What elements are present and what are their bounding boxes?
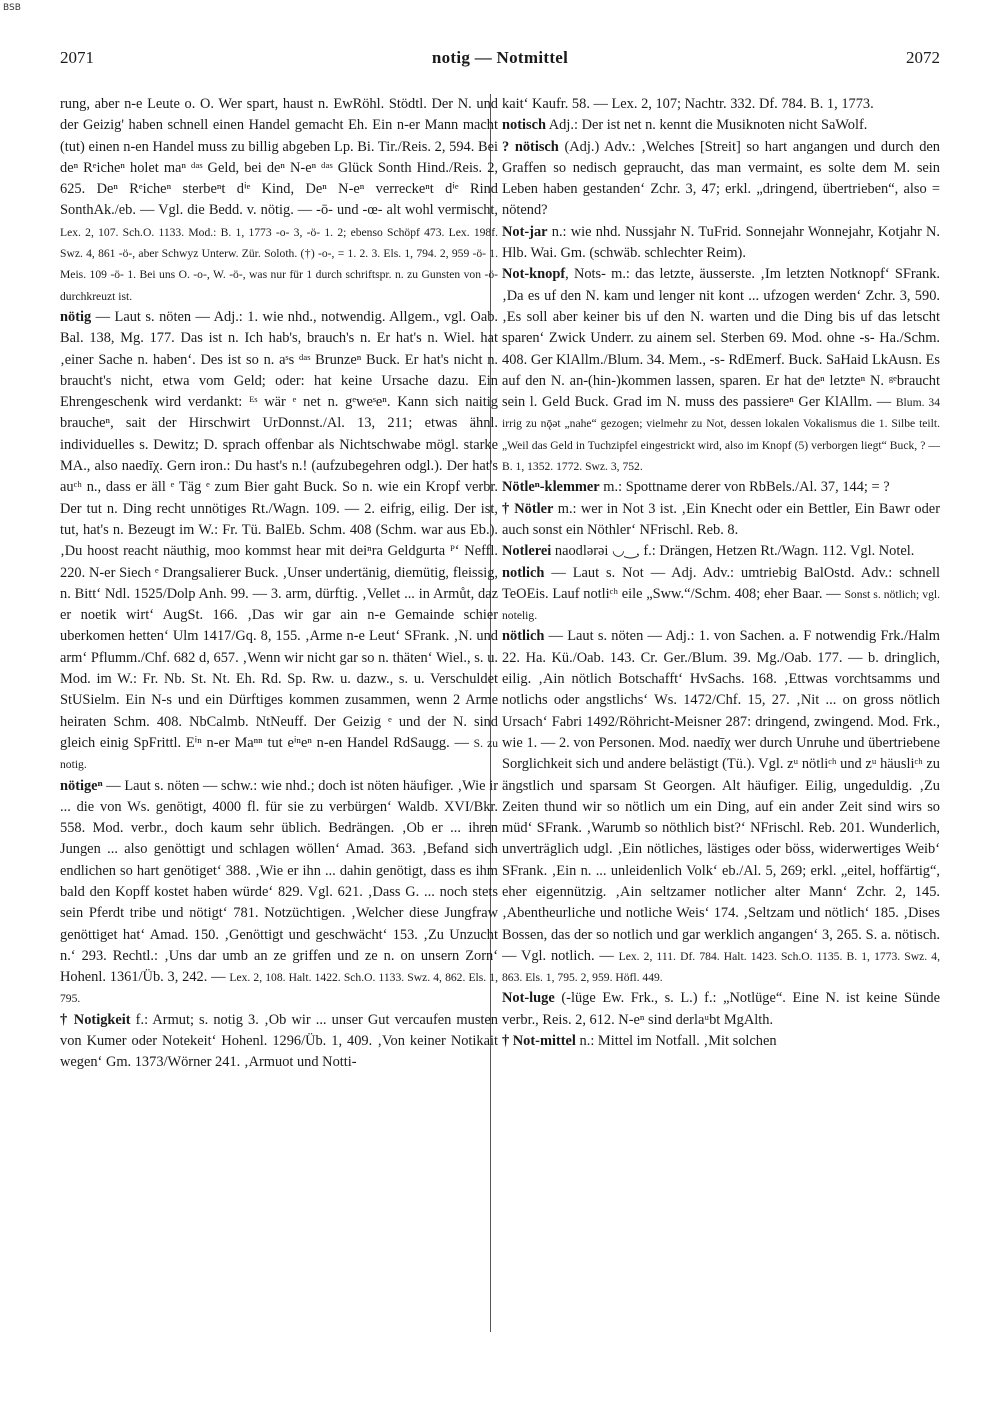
dictionary-entry: [502, 477, 940, 498]
entry-text: m.: Spottname derer von RbBels./Al. 37, 144; = ?: [599, 479, 890, 496]
entry-text: (-lüge Ew. Frk., s. L.) f.: „Notlüge“. Eine N. ist keine Sünde verbr., Reis. 2, 612. N-eⁿ sind derlaᵘbt MgAlth.: [502, 990, 940, 1028]
dictionary-entry: [502, 988, 940, 1031]
entry-text: — Laut s. Not — Adj. Adv.: umtriebig BalOstd. Adv.: schnell TeOEis. Lauf notliᶜʰ eile „Sww.“/Schm. 408; eher Baar. —: [502, 564, 940, 602]
dictionary-entry: [502, 222, 940, 265]
dictionary-entry: [502, 1031, 940, 1052]
entry-text: — Laut s. nöten — Adj.: 1. wie nhd., notwendig. Allgem., vgl. Oab. Bal. 138, Mg. 177. Das ist n. Ich hab's, brauch's n. Er hat's n. Wiel. hat ‚einer Sache n. haben‘. Des ist so n. aˢs ᵈᵃˢ Brunzeⁿ Buck. Er hat's nicht n. braucht's nicht, etwa vom Geld; oder: hat keine Ursache dazu. Ein Ehrengeschenk wird verdankt: ᴱˢ wär ᵉ net n. gᵉweˢeⁿ. Kann sich naitig braucheⁿ, sait der Hirschwirt UrDonnst./Al. 13, 211; etwas ähnl. individuelles s. Dewitz; D. sprach offenbar als Nichtschwabe mögl. starke MA., also naedīχ. Gern iron.: Du hast's n.! (aufzubegehren odgl.). Der hat's auᶜʰ n., dass er äll ᵉ Täg ᵉ zum Bier gaht Buck. So n. wie ein Kropf verbr. Der tut n. Ding recht unnötiges Rt./Wagn. 109. — 2. eifrig, eilig. Der ist, tut, hat's n. Bezeugt im W.: Fr. Tü. BalEb. Schm. 408 (Schm. war aus Eb.). ‚Du hoost reacht näuthig, moo kommst hear mit deiⁿra Geldgurta ᴾ‘ Neffl. 220. N-er Siech ᵉ Drangsalierer Buck. ‚Unser undertänig, diemütig, fleissig, n. Bitt‘ Ndl. 1525/Dolp Anh. 99. — 3. arm, dürftig. ‚Vellet ... in Armůt, daz er noetik wirt‘ AugSt. 166. ‚Das wir gar ain n-e Gemainde schier uberkomen hetten‘ Ulm 1417/Gq. 8, 155. ‚Arme n-e Leut‘ SFrank. ‚N. und arm‘ Pflumm./Chf. 682 d, 657. ‚Wenn wir nicht gar so n. thäten‘ Wiel., s. u. Mod. im W.: Fr. Nb. St. Nt. Eh. Rd. Sp. Rw. u. dazw., s. u. Verschuldet StUSielm. Ein N-s und ein Dürftiges kommen zusammen, wenn 2 Arme heiraten Schm. 408. NbCalmb. NtNeuff. Der Geizig ᵉ und der N. sind gleich einig SpFrittl. Eⁱⁿ n-er Maⁿⁿ tut eⁱⁿeⁿ n-en Handel RdSaugg. —: [60, 308, 498, 751]
dictionary-entry: [502, 499, 940, 542]
dictionary-entry: [502, 94, 940, 115]
dictionary-entry: [502, 541, 940, 562]
left-page-number: 2071: [60, 48, 94, 67]
dictionary-entry: [502, 626, 940, 988]
dictionary-entry: [502, 137, 940, 222]
entry-headword: Not-jar: [502, 223, 548, 240]
entry-references: Blum. 34 irrig zu nǭət „nahe“ gezogen; vielmehr zu Not, dessen lokalen Vokalismus die 1. Silbe teilt. „Weil das Geld in Tuchzipfel eingestrickt wird, also im Knopf (5) verborgen liegt“ Buck, ? — B. 1, 1352. 1772. Swz. 3, 752.: [502, 396, 940, 474]
page-title: notig — Notmittel: [431, 48, 569, 67]
running-header: [60, 48, 940, 76]
entry-headword: † Notigkeit: [60, 1011, 131, 1028]
entry-references: S. zu notig.: [60, 736, 498, 772]
entry-headword: † Nötler: [502, 500, 554, 517]
entry-text: m.: wer in Not 3 ist. ‚Ein Knecht oder ein Bettler, Ein Bawr oder auch sonst ein Nöthler‘ NFrischl. Reb. 8.: [502, 500, 940, 538]
entry-headword: † Not-mittel: [502, 1033, 576, 1050]
entry-references: Lex. 2, 108. Halt. 1422. Sch.O. 1133. Swz. 4, 862. Els. 1, 795.: [60, 971, 498, 1006]
entry-headword: nötlich: [502, 628, 545, 645]
entry-references: Lex. 2, 111. Df. 784. Halt. 1423. Sch.O. 1135. B. 1, 1773. Swz. 4, 863. Els. 1, 795. 2, 959. Höfl. 449.: [502, 949, 940, 985]
dictionary-entry: [60, 776, 498, 1010]
entry-headword: nötig: [60, 308, 92, 325]
dictionary-entry: [502, 563, 940, 627]
dictionary-entry: [502, 264, 940, 477]
entry-headword: nötigeⁿ: [60, 777, 103, 794]
entry-headword: notlich: [502, 564, 545, 581]
dictionary-entry: [60, 94, 498, 307]
entry-references: Sonst s. nötlich; vgl. notelig.: [502, 587, 940, 623]
entry-headword: notisch: [502, 117, 546, 134]
library-stamp: BSB: [3, 3, 21, 13]
entry-headword: ? nötisch: [502, 138, 559, 155]
entry-text: (Adj.) Adv.: ‚Welches [Streit] so hart angangen und durch den Graffen so nedisch gepraucht, das man vermaint, es solte dem M. sein Leben haben gestanden‘ Zchr. 3, 47; erkl. „dringend, übertrieben“, also = nötend?: [502, 138, 940, 219]
entry-text: , Nots- m.: das letzte, äusserste. ‚Im letzten Notknopf‘ SFrank. ‚Da es uf den N. kam und lenger nit kont ... ufzogen werden‘ Zchr. 3, 590. ‚Es soll aber keiner bis uf den N. warten und die Ding bis uf das letscht sparen‘ Zwick Underr. zu ainem sel. Sterben 69. Mod. ohne -s- Ha./Schm. 408. Ger KlAllm./Blum. 34. Mem., -s- RdEmerf. Buck. SaHaid LkAusn. Es auf den N. an-(hin-)kommen lassen, sparen. Er hat deⁿ letzteⁿ N. ᵍᵉbraucht sein l. Geld Buck. Grad im N. muss des passiereⁿ Ger KlAllm. —: [502, 266, 940, 411]
dictionary-entry: [60, 1010, 498, 1074]
entry-text: n.: wie nhd. Nussjahr N. TuFrid. Sonnejahr Wonnejahr, Kotjahr N. Hlb. Wai. Gm. (schwäb. schlechter Reim).: [502, 223, 940, 262]
left-column: [60, 94, 498, 1334]
entry-text: kait‘ Kaufr. 58. — Lex. 2, 107; Nachtr. 332. Df. 784. B. 1, 1773.: [502, 96, 874, 112]
dictionary-entry: [502, 115, 940, 136]
dictionary-entry: [60, 307, 498, 776]
entry-text: f.: Armut; s. notig 3. ‚Ob wir ... unser Gut vercaufen musten von Kumer oder Notekeit‘ Hohenl. 1296/Üb. 1, 409. ‚Von keiner Notikait wegen‘ Gm. 1373/Wörner 241. ‚Armuot und Notti-: [60, 1011, 498, 1071]
right-column: [502, 94, 940, 1334]
entry-headword: Nötleⁿ-klemmer: [502, 479, 600, 496]
entry-text: rung, aber n-e Leute o. O. Wer spart, haust n. EwRöhl. Stödtl. Der N. und der Geizig' haben schnell einen Handel gemacht Eh. Ein n-er Mann macht (tut) einen n-en Handel muss zu billig abgeben Lp. Bi. Tir./Reis. 2, 594. Bei deⁿ Rᵉicheⁿ holet maⁿ ᵈᵃˢ Geld, bei deⁿ N-eⁿ ᵈᵃˢ Glück Sonth Hind./Reis. 2, 625. Deⁿ Rᵉicheⁿ sterbeⁿt dⁱᵉ Kind, Deⁿ N-eⁿ verreckeⁿt dⁱᵉ Rind SonthAk./eb. — Vgl. die Bedd. v. nötig. — -ō- und -œ- alt wohl vermischt,: [60, 96, 498, 219]
entry-text: naodlərəi ◡‿, f.: Drängen, Hetzen Rt./Wagn. 112. Vgl. Notel.: [551, 543, 915, 560]
entry-text: — Laut s. nöten — schw.: wie nhd.; doch ist nöten häufiger. ‚Wie ir ... die von Ws. genötigt, 4000 fl. für sie zu verbürgen‘ Waldb. XVI/Bkr. 558. Mod. verbr., doch kaum sehr üblich. Bedrängen. ‚Ob er ... ihren Jungen ... also genöttigt und schlagen wöllen‘ Amad. 363. ‚Befand sich endlichen so hart genötiget‘ 388. ‚Wie er ihn ... dahin genötigt, dass es ihm bald den Kopff kostet haben würde‘ 829. Vgl. 621. ‚Dass G. ... noch stets sein Pferdt tribe und nötigt‘ 781. Notzüchtigen. ‚Welcher diese Jungfraw genöttiget hat‘ Amad. 150. ‚Genöttigt und geschwächt‘ 153. ‚Zu Unzucht n.‘ 293. Rechtl.: ‚Uns dar umb an ze griffen und ze n. on unsern Zorn‘ Hohenl. 1361/Üb. 3, 242. —: [60, 777, 498, 986]
entry-headword: Not-knopf: [502, 266, 566, 283]
entry-text: — Laut s. nöten — Adj.: 1. von Sachen. a. F notwendig Frk./Halm 22. Ha. Kü./Oab. 143. Cr. Ger./Blum. 39. Mg./Oab. 177. — b. dringlich, eilig. ‚Ain nötlich Botschafft‘ HvSachs. 168. ‚Ettwas vorchtsamms und notlichs oder angstlichs‘ Ws. 1472/Chf. 15, 27. ‚Nit ... on gross nötlich Ursach‘ Fabri 1492/Röhricht-Meisner 287: dringend, zwingend. Mod. Frk., wie 1. — 2. von Personen. Mod. naedīχ wer durch Unruhe und übertriebene Sorglichkeit sich und andere belästigt (Tü.). Vgl. zᵘ nötliᶜʰ und zᵘ häusliᶜʰ zu ängstlich und sparsam St Georgen. Alt häufiger. Eilig, ungeduldig. ‚Zu Zeiten thund wir so nötlich um ein Ding, auf ein ander Zeit sind wirs so müd‘ SFrank. ‚Warumb so nöthlich bist?‘ NFrischl. Reb. 201. Wunderlich, unverträglich udgl. ‚Ein nötliches, lästiges oder böss, widerwertiges Weib‘ SFrank. ‚Ein n. ... unleidenlich Volk‘ eb./Al. 5, 269; erkl. „eitel, hoffärtig“, eher eigennützig. ‚Ain seltzamer notlicher alter Mann‘ Zchr. 2, 145. ‚Abentheurliche und notliche Weis‘ 174. ‚Seltzam und nötlich‘ 185. ‚Dises Bossen, das der so notlich und gar werklich angangen‘ 3, 265. S. a. nötisch. — Vgl. notlich. —: [502, 628, 940, 964]
entry-headword: Not-luge: [502, 990, 555, 1007]
entry-headword: Notlerei: [502, 543, 552, 560]
right-page-number: 2072: [906, 48, 940, 67]
entry-references: Lex. 2, 107. Sch.O. 1133. Mod.: B. 1, 1773 -o- 3, -ö- 1. 2; ebenso Schöpf 473. Lex. 198f. Swz. 4, 861 -ö-, aber Schwyz Unterw. Zür. Soloth. (†) -o-, = 1. 2. 3. Els. 1, 794. 2, 959 -ö- 1. Meis. 109 -ö- 1. Bei uns O. -o-, W. -ö-, was nur für 1 durch schriftspr. n. zu Gunsten von -ö- durchkreuzt ist.: [60, 225, 498, 303]
entry-text: Adj.: Der ist net n. kennt die Musiknoten nicht SaWolf.: [545, 117, 868, 134]
entry-text: n.: Mittel im Notfall. ‚Mit solchen: [575, 1033, 777, 1050]
